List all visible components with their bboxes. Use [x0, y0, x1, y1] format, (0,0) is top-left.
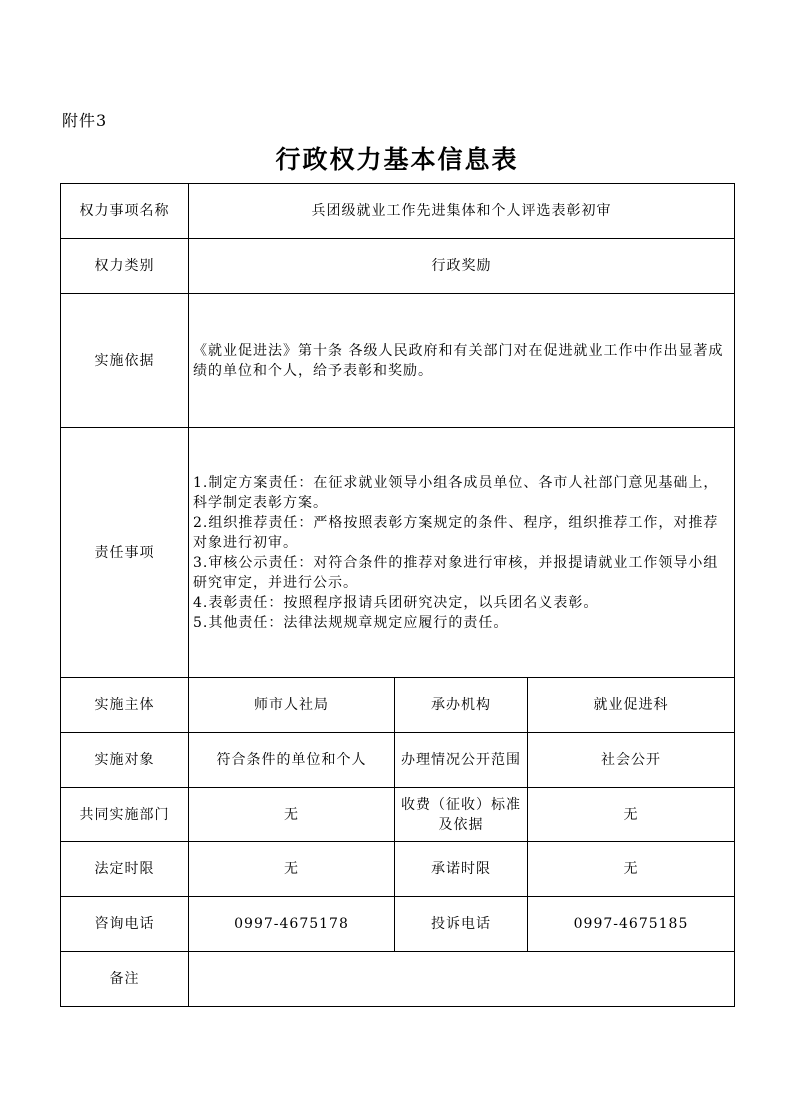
responsibility-line: 2.组织推荐责任：严格按照表彰方案规定的条件、程序，组织推荐工作，对推荐对象进行初审。 [193, 514, 719, 551]
row-item-name [61, 184, 735, 239]
disclosure-label: 办理情况公开范围 [395, 733, 528, 788]
target-value: 符合条件的单位和个人 [189, 733, 395, 788]
row-time-limit [61, 842, 735, 897]
page-title: 行政权力基本信息表 [275, 145, 519, 174]
item-name-label: 权力事项名称 [61, 184, 189, 239]
row-target [61, 733, 735, 788]
complaint-phone-value: 0997-4675185 [528, 897, 735, 952]
disclosure-value: 社会公开 [528, 733, 735, 788]
row-joint [61, 788, 735, 842]
category-value: 行政奖励 [189, 239, 735, 294]
remark-value [189, 952, 735, 1007]
responsibility-line: 4.表彰责任：按照程序报请兵团研究决定，以兵团名义表彰。 [193, 594, 599, 611]
target-label: 实施对象 [61, 733, 189, 788]
category-label: 权力类别 [61, 239, 189, 294]
responsibility-line: 3.审核公示责任：对符合条件的推荐对象进行审核，并报提请就业工作领导小组研究审定，并进行公示。 [193, 554, 719, 591]
responsibility-value [189, 428, 735, 678]
row-remark [61, 952, 735, 1007]
fee-label: 收费（征收）标准及依据 [395, 788, 528, 842]
joint-dept-value: 无 [189, 788, 395, 842]
responsibility-line: 1.制定方案责任：在征求就业领导小组各成员单位、各市人社部门意见基础上，科学制定表彰方案。 [193, 474, 719, 511]
attachment-label: 附件3 [62, 111, 108, 130]
responsibility-label: 责任事项 [61, 428, 189, 678]
subject-value: 师市人社局 [189, 678, 395, 733]
joint-dept-label: 共同实施部门 [61, 788, 189, 842]
info-table [60, 183, 735, 1007]
row-category [61, 239, 735, 294]
promise-time-label: 承诺时限 [395, 842, 528, 897]
time-limit-label: 法定时限 [61, 842, 189, 897]
remark-label: 备注 [61, 952, 189, 1007]
consult-phone-label: 咨询电话 [61, 897, 189, 952]
complaint-phone-label: 投诉电话 [395, 897, 528, 952]
agency-label: 承办机构 [395, 678, 528, 733]
agency-value: 就业促进科 [528, 678, 735, 733]
basis-value: 《就业促进法》第十条 各级人民政府和有关部门对在促进就业工作中作出显著成绩的单位和个人，给予表彰和奖励。 [189, 294, 735, 428]
promise-time-value: 无 [528, 842, 735, 897]
responsibility-line: 5.其他责任：法律法规规章规定应履行的责任。 [193, 614, 509, 631]
row-subject [61, 678, 735, 733]
subject-label: 实施主体 [61, 678, 189, 733]
row-responsibility [61, 428, 735, 678]
row-phone [61, 897, 735, 952]
consult-phone-value: 0997-4675178 [189, 897, 395, 952]
fee-value: 无 [528, 788, 735, 842]
basis-label: 实施依据 [61, 294, 189, 428]
item-name-value: 兵团级就业工作先进集体和个人评选表彰初审 [189, 184, 735, 239]
time-limit-value: 无 [189, 842, 395, 897]
row-basis [61, 294, 735, 428]
